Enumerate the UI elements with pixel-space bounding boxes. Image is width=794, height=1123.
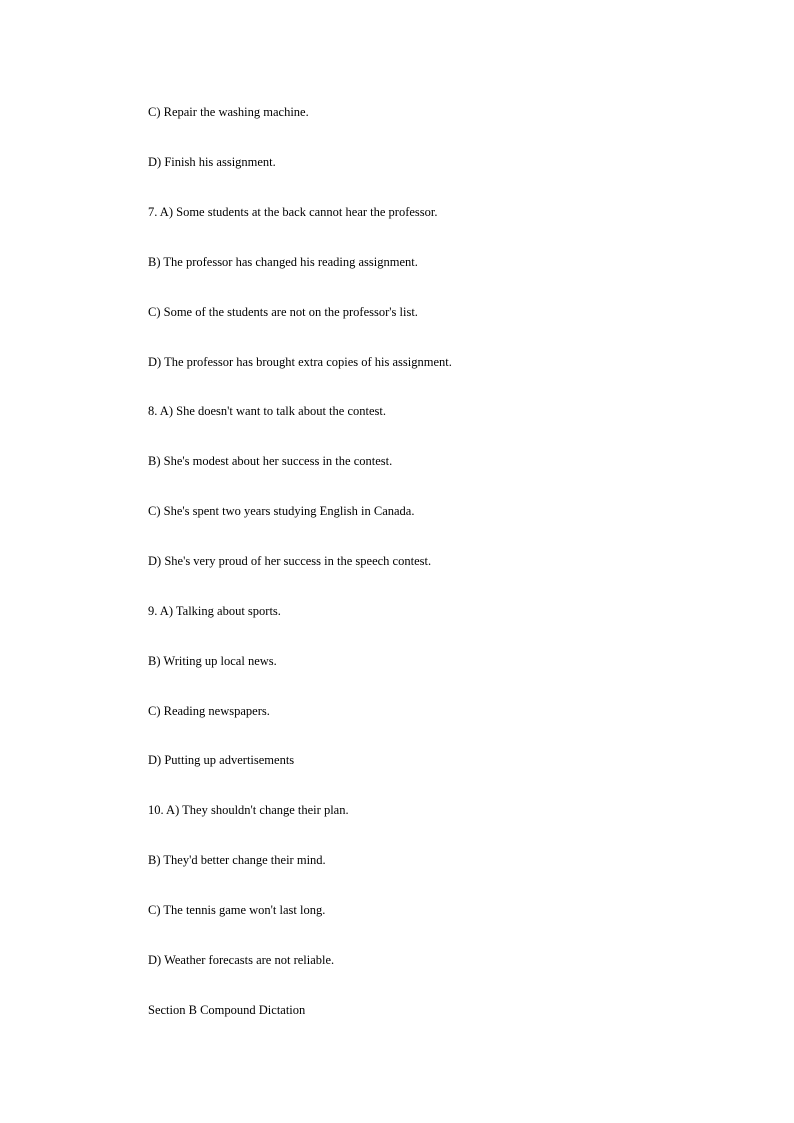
option-line: D) The professor has brought extra copies of his assignment. xyxy=(148,355,452,369)
option-line: C) She's spent two years studying English in Canada. xyxy=(148,504,415,518)
question-line: 9. A) Talking about sports. xyxy=(148,604,281,618)
option-line: D) Putting up advertisements xyxy=(148,753,295,767)
section-heading: Section B Compound Dictation xyxy=(148,1003,306,1017)
question-line: 8. A) She doesn't want to talk about the contest. xyxy=(148,404,386,418)
option-line: C) Repair the washing machine. xyxy=(148,105,309,119)
question-line: 10. A) They shouldn't change their plan. xyxy=(148,803,349,817)
option-line: C) Reading newspapers. xyxy=(148,704,270,718)
option-line: C) Some of the students are not on the professor's list. xyxy=(148,305,418,319)
option-line: D) Finish his assignment. xyxy=(148,155,276,169)
option-line: B) The professor has changed his reading assignment. xyxy=(148,255,418,269)
option-line: D) Weather forecasts are not reliable. xyxy=(148,953,335,967)
option-line: D) She's very proud of her success in the speech contest. xyxy=(148,554,432,568)
option-line: B) Writing up local news. xyxy=(148,654,277,668)
question-line: 7. A) Some students at the back cannot hear the professor. xyxy=(148,205,438,219)
option-line: B) They'd better change their mind. xyxy=(148,853,326,867)
option-line: B) She's modest about her success in the contest. xyxy=(148,454,393,468)
option-line: C) The tennis game won't last long. xyxy=(148,903,326,917)
